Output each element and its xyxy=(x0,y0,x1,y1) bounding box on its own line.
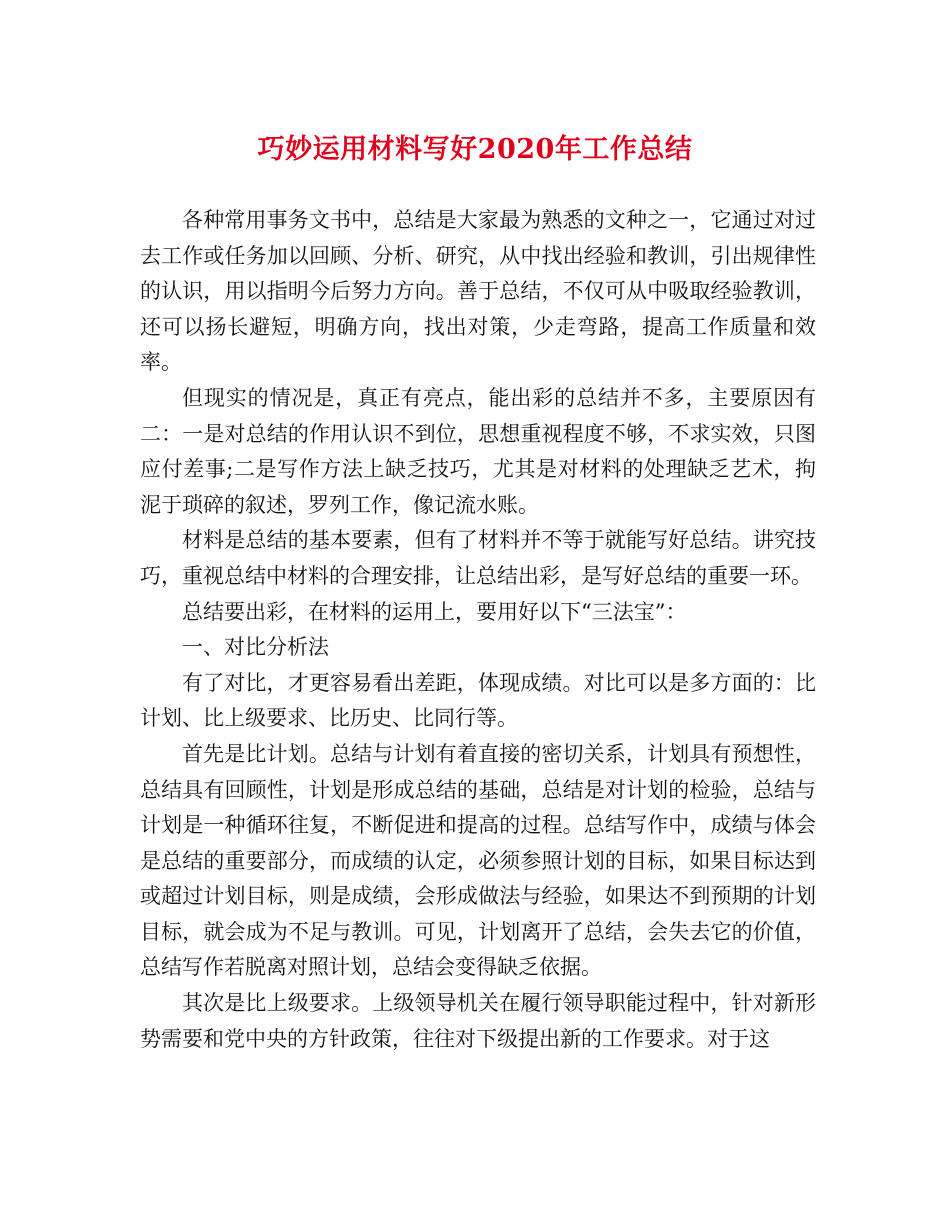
paragraph-compare-plan: 首先是比计划。总结与计划有着直接的密切关系，计划具有预想性，总结具有回顾性，计划是形成总结的基础，总结是对计划的检验，总结与计划是一种循环往复，不断促进和提高的过程。总结写作中，成绩与体会是总结的重要部分，而成绩的认定，必须参照计划的目标，如果目标达到或超过计划目标，则是成绩，会形成做法与经验，如果达不到预期的计划目标，就会成为不足与教训。可见，计划离开了总结，会失去它的价值，总结写作若脱离对照计划，总结会变得缺乏依据。 xyxy=(140,741,816,980)
paragraph-material: 材料是总结的基本要素，但有了材料并不等于就能写好总结。讲究技巧，重视总结中材料的合理安排，让总结出彩，是写好总结的重要一环。 xyxy=(140,528,816,588)
paragraph-comparison-intro: 有了对比，才更容易看出差距，体现成绩。对比可以是多方面的：比计划、比上级要求、比历史、比同行等。 xyxy=(140,670,816,731)
document-body xyxy=(140,203,816,1057)
paragraph-compare-superior: 其次是比上级要求。上级领导机关在履行领导职能过程中，针对新形势需要和党中央的方针政策，往往对下级提出新的工作要求。对于这 xyxy=(140,991,816,1051)
paragraph-three-methods: 总结要出彩，在材料的运用上，要用好以下“三法宝”： xyxy=(182,599,687,624)
paragraph-problem: 但现实的情况是，真正有亮点，能出彩的总结并不多，主要原因有二：一是对总结的作用认识不到位，思想重视程度不够，不求实效，只图应付差事;二是写作方法上缺乏技巧，尤其是对材料的处理缺乏艺术，拘泥于琐碎的叙述，罗列工作，像记流水账。 xyxy=(140,385,816,517)
paragraph-intro: 各种常用事务文书中，总结是大家最为熟悉的文种之一，它通过对过去工作或任务加以回顾、分析、研究，从中找出经验和教训，引出规律性的认识，用以指明今后努力方向。善于总结，不仅可从中吸取经验教训，还可以扬长避短，明确方向，找出对策，少走弯路，提高工作质量和效率。 xyxy=(140,208,816,375)
section-heading-comparison: 一、对比分析法 xyxy=(182,635,329,660)
document-title: 巧妙运用材料写好2020年工作总结 xyxy=(257,134,693,165)
